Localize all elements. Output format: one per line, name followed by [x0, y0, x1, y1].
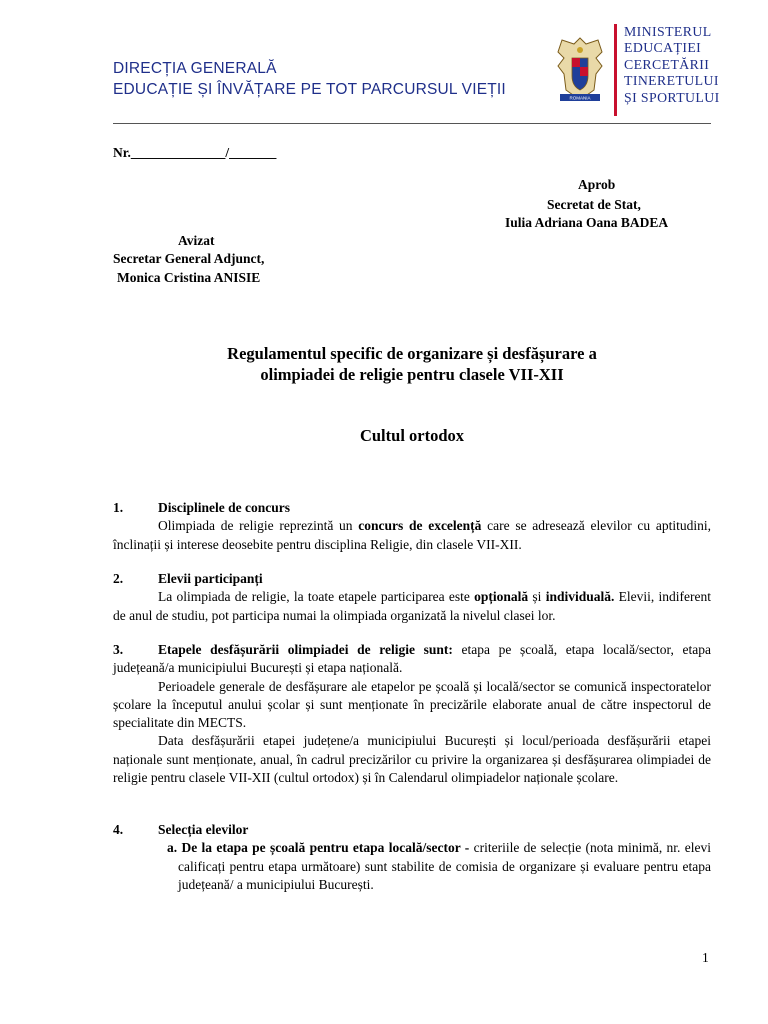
- section-4-number: 4.: [113, 822, 124, 837]
- endorsement-role: Secretar General Adjunct,: [113, 251, 265, 266]
- section-2-heading: Elevii participanți: [158, 571, 263, 586]
- approval-label: Aprob: [578, 177, 616, 192]
- section-3-intro: 3. Etapele desfășurării olimpiadei de religie sunt: etapa pe școală, etapa locală/sector, etapa județeană/a municipiului București și etapa națională.: [113, 642, 711, 676]
- section-3-paragraph-2: Perioadele generale de desfășurare ale etapelor pe școală și locală/sector se comunică inspectoratelor școlare la începutul anului școlar și sunt menționate în precizările elaborate anual de către inspectorul de specialitate din MECTS.: [113, 678, 711, 731]
- svg-text:ROMANIA: ROMANIA: [569, 95, 591, 101]
- section-4-item-a-heading: De la etapa pe școală pentru etapa locală/sector -: [181, 840, 470, 856]
- section-3-heading: Etapele desfășurării olimpiadei de religie sunt:: [158, 642, 453, 657]
- approval-name: Iulia Adriana Oana BADEA: [505, 215, 669, 230]
- directorate-line-1: DIRECȚIA GENERALĂ: [113, 60, 277, 77]
- page-number: 1: [702, 950, 709, 965]
- section-4-item-a: [113, 839, 711, 894]
- document-title-line-2: olimpiadei de religie pentru clasele VII-XII: [260, 365, 564, 384]
- document-subtitle: Cultul ortodox: [359, 426, 465, 445]
- ministry-line-2: EDUCAȚIEI: [624, 40, 702, 56]
- section-3: [113, 641, 711, 787]
- section-2-paragraph: La olimpiada de religie, la toate etapele participarea este opțională și individuală. Elevii, indiferent de anul de studiu, pot participa numai la olimpiada organizată la nivelul clasei lor.: [113, 589, 711, 623]
- section-3-number: 3.: [113, 642, 124, 657]
- romania-coat-of-arms-icon: [552, 34, 608, 108]
- section-2-number: 2.: [113, 571, 124, 586]
- registration-number: Nr.______________/_______: [113, 145, 277, 160]
- section-1-paragraph: Olimpiada de religie reprezintă un concurs de excelență care se adresează elevilor cu aptitudini, înclinații și interese deosebite pentru disciplina Religie, din clasele VII-XII.: [113, 518, 711, 552]
- ministry-name: [624, 24, 720, 106]
- section-4-item-a-text: criteriile de selecție (nota minimă, nr. elevi calificați pentru etapa următoare) sunt stabilite de comisia de organizare și evaluare pentru etapa județeană/ a municipiului București.: [178, 840, 711, 892]
- section-1-number: 1.: [113, 500, 124, 515]
- approval-role: Secretat de Stat,: [547, 197, 641, 212]
- ministry-line-1: MINISTERUL: [624, 24, 712, 39]
- document-title-line-1: Regulamentul specific de organizare și desfășurare a: [227, 344, 597, 363]
- ministry-line-4: TINERETULUI: [624, 73, 719, 89]
- endorsement-name: Monica Cristina ANISIE: [117, 270, 261, 285]
- section-3-paragraph-3: Data desfășurării etapei județene/a municipiului București și locul/perioada desfășurării etapei naționale sunt menționate, anual, în cadrul precizărilor cu privire la organizarea și desfășurarea olimpiadei de religie pentru clasele VII-XII (cultul ortodox) și în Calendarul olimpiadelor naționale școlare.: [113, 733, 711, 786]
- section-4-item-a-label: a.: [167, 840, 178, 856]
- directorate-line-2: EDUCAȚIE ȘI ÎNVĂȚARE PE TOT PARCURSUL VIEȚII: [113, 81, 506, 98]
- ministry-line-3: CERCETĂRII: [624, 56, 710, 72]
- header-rule: [113, 123, 711, 124]
- section-2: [113, 570, 711, 625]
- ministry-line-5: ȘI SPORTULUI: [624, 89, 720, 105]
- ministry-divider: [614, 24, 617, 116]
- directorate-name: [113, 58, 506, 100]
- section-1-heading: Disciplinele de concurs: [158, 500, 290, 515]
- section-4: [113, 821, 711, 894]
- endorsement-label: Avizat: [178, 233, 215, 248]
- section-1: [113, 499, 711, 554]
- section-4-heading: Selecția elevilor: [158, 822, 249, 837]
